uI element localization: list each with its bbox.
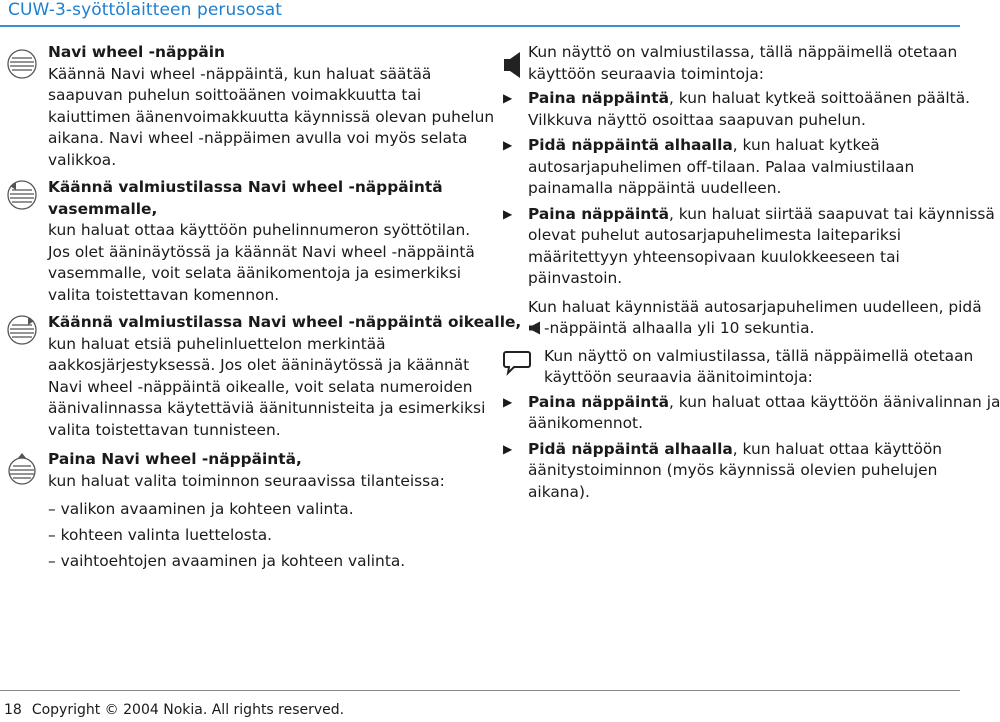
bullet-arrow-icon: ▶ xyxy=(503,91,513,105)
voice-key-section xyxy=(528,346,974,389)
page-number: 18 xyxy=(4,702,22,718)
speaker-intro: Kun näyttö on valmiustilassa, tällä näppäimellä otetaan xyxy=(528,43,958,61)
text-line xyxy=(48,334,478,356)
press-block xyxy=(48,449,478,574)
text-line xyxy=(48,128,478,150)
text-span: , kun haluat kytkeä soittoäänen päältä. xyxy=(668,89,971,107)
turn-left-block xyxy=(48,177,478,306)
turn-right-text xyxy=(48,312,522,441)
restart-note-text: -näppäintä alhaalla yli 10 sekuntia. xyxy=(544,319,815,337)
text-span: autosarjapuhelimen off-tilaan. Palaa valmiustilaan xyxy=(528,157,915,176)
voice-intro: Kun näyttö on valmiustilassa, tällä näppäimellä otetaan xyxy=(544,346,974,365)
text-span: painamalla näppäintä uudelleen. xyxy=(528,179,782,197)
text-line xyxy=(48,199,478,221)
text-line xyxy=(528,413,953,435)
text-line xyxy=(48,263,478,285)
navi-wheel-block xyxy=(48,42,495,171)
navi-wheel-text xyxy=(48,42,495,171)
text-span: Navi wheel -näppäintä oikealle, voit selata numeroiden xyxy=(48,377,473,396)
speaker-icon xyxy=(502,50,522,80)
bullet-arrow-icon: ▶ xyxy=(503,441,513,456)
dash-item: – kohteen valinta luettelosta. xyxy=(48,526,273,544)
bullet-item xyxy=(503,392,1000,435)
text-line xyxy=(528,460,953,482)
restart-note: Kun haluat käynnistää autosarjapuhelimen uudelleen, pidä xyxy=(528,297,982,316)
bold-text: Käännä valmiustilassa Navi wheel -näppäintä xyxy=(48,178,443,196)
text-line xyxy=(48,377,478,399)
bullet-item xyxy=(503,439,953,504)
bold-text: Paina näppäintä xyxy=(528,392,669,411)
text-line xyxy=(528,204,995,226)
text-span: päinvastoin. xyxy=(528,269,623,287)
text-line xyxy=(48,420,478,442)
bold-text: Pidä näppäintä alhaalla xyxy=(528,136,733,154)
bold-text: Paina Navi wheel -näppäintä, xyxy=(48,450,302,468)
text-span: aakkosjärjestyksessä. Jos olet ääninäytössä ja käännät xyxy=(48,356,470,374)
bullet-item xyxy=(503,135,953,200)
bullet-item xyxy=(503,204,995,290)
text-line xyxy=(528,439,953,461)
voice-intro: käyttöön seuraavia äänitoimintoja: xyxy=(544,368,813,386)
speaker-icon xyxy=(528,321,542,335)
header-divider xyxy=(0,25,960,27)
text-line xyxy=(48,398,486,420)
text-span: aikana). xyxy=(528,482,590,501)
bold-text: Pidä näppäintä alhaalla xyxy=(528,439,733,458)
turn-right-block xyxy=(48,312,522,441)
text-span: , kun haluat kytkeä xyxy=(732,136,880,154)
text-line xyxy=(528,247,953,269)
copyright-text: Copyright © 2004 Nokia. All rights reserved. xyxy=(31,702,345,718)
text-span: saapuvan puhelun soittoäänen voimakkuutta tai xyxy=(48,86,422,104)
bullet-arrow-icon: ▶ xyxy=(503,394,513,409)
text-line xyxy=(48,85,478,107)
bullet-arrow-icon: ▶ xyxy=(503,138,513,152)
text-line xyxy=(48,150,478,172)
text-span: aikana. Navi wheel -näppäimen avulla voi myös selata xyxy=(48,129,468,147)
text-line xyxy=(528,135,953,157)
page-title: CUW-3-syöttölaitteen perusosat xyxy=(8,0,283,20)
bold-text: vasemmalle, xyxy=(48,199,158,218)
text-span: , kun haluat siirtää saapuvat tai käynnissä xyxy=(668,204,995,223)
text-line xyxy=(48,242,478,264)
text-line xyxy=(48,107,495,129)
dash-item: – vaihtoehtojen avaaminen ja kohteen valinta. xyxy=(48,552,406,570)
text-line xyxy=(528,157,953,179)
text-line xyxy=(48,64,478,86)
text-span: valita toistettavan komennon. xyxy=(48,285,280,304)
text-line xyxy=(528,110,953,132)
speaker-intro: käyttöön seuraavia toimintoja: xyxy=(528,64,764,83)
text-span: , kun haluat ottaa käyttöön äänivalinnan ja xyxy=(668,392,1000,411)
bold-text: Navi wheel -näppäin xyxy=(48,43,225,61)
bullet-item xyxy=(503,88,971,131)
text-line xyxy=(528,268,953,290)
left-column xyxy=(48,42,522,574)
text-span: valikkoa. xyxy=(48,150,117,169)
right-column xyxy=(503,42,1000,507)
restart-note-line2 xyxy=(528,318,953,340)
speaker-key-section xyxy=(503,42,995,340)
text-span: kun haluat ottaa käyttöön puhelinnumeron syöttötilan. xyxy=(48,221,471,239)
navi-wheel-icon xyxy=(6,48,38,80)
navi-wheel-left-icon xyxy=(6,179,38,211)
footer xyxy=(4,702,344,718)
text-span: äänivalinnassa käytettäviä äänitunnisteita ja esimerkiksi xyxy=(48,399,486,417)
footer-divider xyxy=(0,690,960,691)
bullet-arrow-icon: ▶ xyxy=(503,206,513,221)
text-span: äänitystoiminnon (myös käynnissä olevien puhelujen xyxy=(528,461,938,479)
text-line xyxy=(48,471,478,493)
bold-text: Paina näppäintä xyxy=(528,204,669,223)
text-span: olevat puhelut autosarjapuhelimesta laitepariksi xyxy=(528,226,902,244)
text-line xyxy=(48,449,478,471)
bold-text: Käännä valmiustilassa Navi wheel -näppäintä oikealle, xyxy=(48,313,522,331)
text-span: määritettyyn yhteensopivaan kuulokkeeseen tai xyxy=(528,247,900,266)
text-span: , kun haluat ottaa käyttöön xyxy=(732,439,943,458)
text-span: Jos olet ääninäytössä ja käännät Navi wheel -näppäintä xyxy=(48,242,475,261)
text-line xyxy=(528,225,953,247)
text-span: Käännä Navi wheel -näppäintä, kun haluat säätää xyxy=(48,64,432,83)
speech-bubble-icon xyxy=(502,350,532,376)
text-line xyxy=(48,312,522,334)
text-line xyxy=(48,42,478,64)
text-span: kun haluat valita toiminnon seuraavissa tilanteissa: xyxy=(48,471,445,490)
navi-wheel-right-icon xyxy=(6,314,38,346)
text-line xyxy=(48,177,478,199)
navi-wheel-press-icon xyxy=(6,451,38,485)
text-line xyxy=(48,220,478,242)
text-line xyxy=(48,285,478,307)
text-span: kun haluat etsiä puhelinluettelon merkintää xyxy=(48,334,386,353)
text-span: Vilkkuva näyttö osoittaa saapuvan puhelun. xyxy=(528,110,866,129)
dash-item: – valikon avaaminen ja kohteen valinta. xyxy=(48,500,354,518)
text-line xyxy=(528,392,1000,414)
text-line xyxy=(528,482,953,504)
text-span: äänikomennot. xyxy=(528,414,643,432)
press-text xyxy=(48,449,478,492)
speaker-bullets xyxy=(503,88,995,290)
voice-bullets xyxy=(503,392,1000,504)
text-line xyxy=(48,355,478,377)
text-line xyxy=(528,178,953,200)
text-line xyxy=(528,88,971,110)
text-span: kaiuttimen äänenvoimakkuutta käynnissä olevan puhelun xyxy=(48,107,495,126)
text-span: vasemmalle, voit selata äänikomentoja ja esimerkiksi xyxy=(48,264,462,282)
text-span: valita toistettavan tunnisteen. xyxy=(48,420,281,439)
turn-left-text xyxy=(48,177,478,306)
bold-text: Paina näppäintä xyxy=(528,89,669,107)
